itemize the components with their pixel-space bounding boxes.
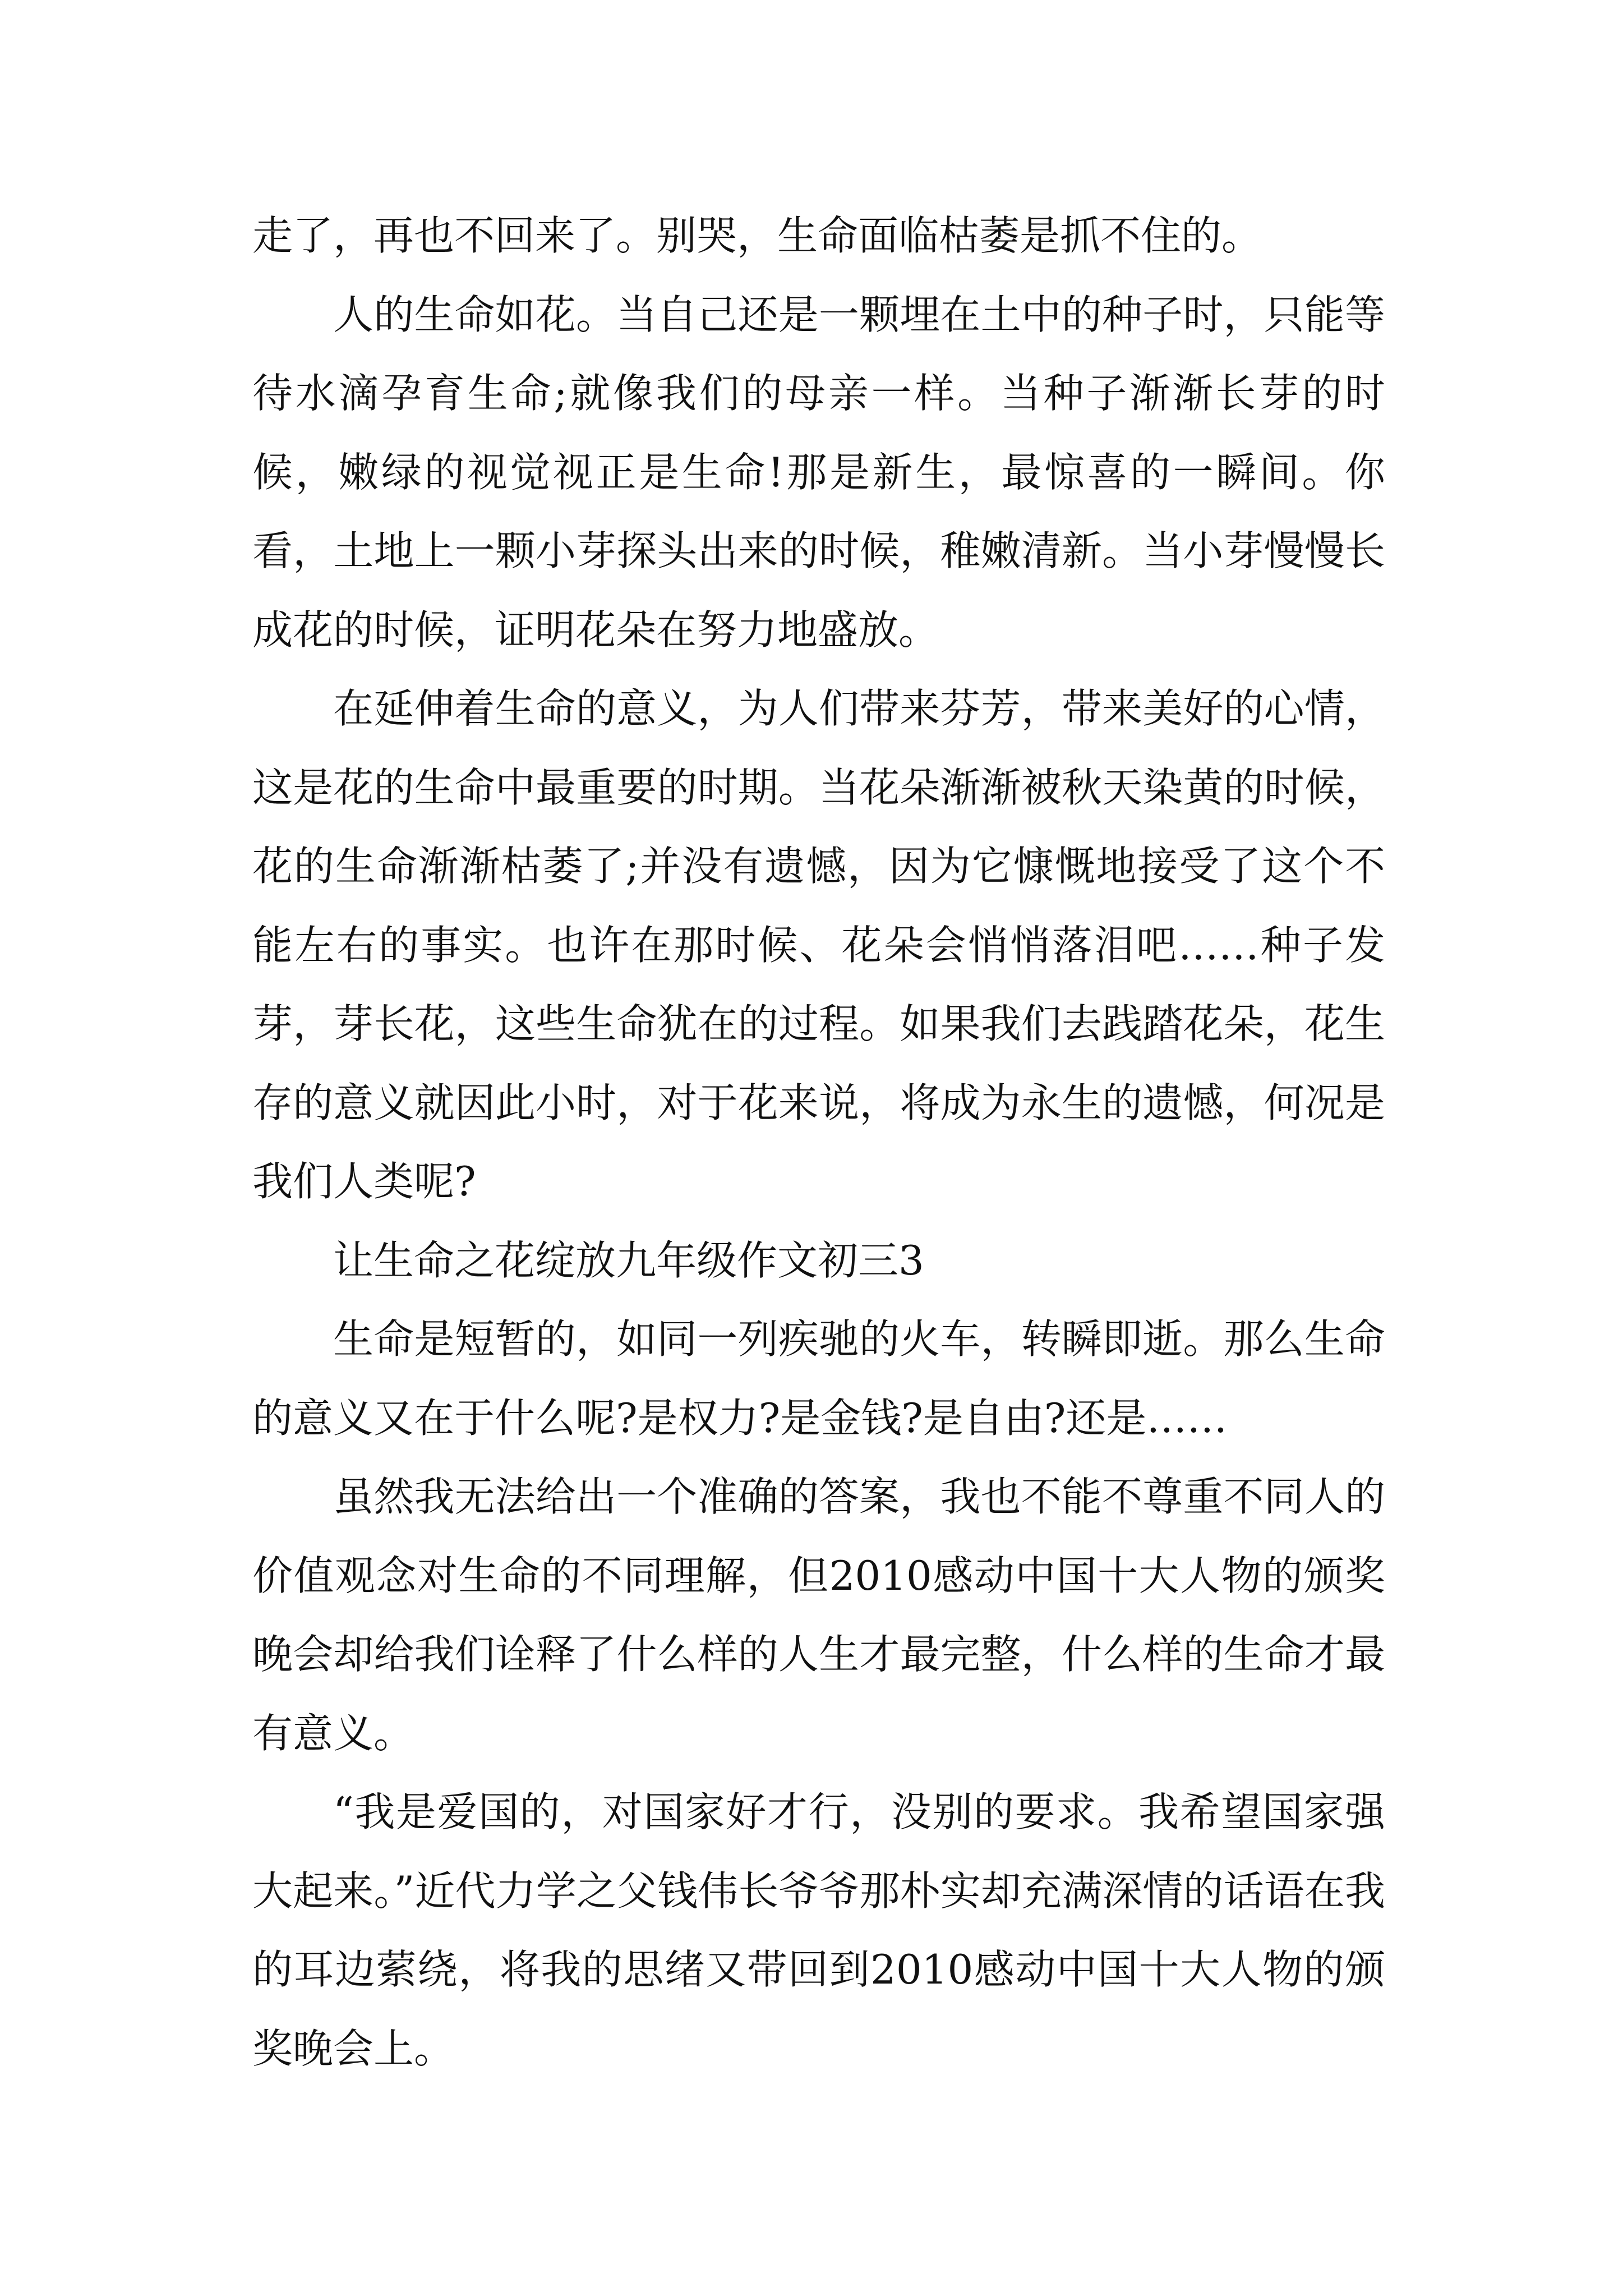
paragraph-meaning-of-life: 在延伸着生命的意义，为人们带来芬芳，带来美好的心情，这是花的生命中最重要的时期。当花朵渐渐被秋天染黄的时候，花的生命渐渐枯萎了;并没有遗憾，因为它慷慨地接受了这个不能左右的事实。也许在那时候、花朵会悄悄落泪吧……种子发芽，芽长花，这些生命犹在的过程。如果我们去践踏花朵，花生存的意义就因此小时，对于花来说，将成为永生的遗憾，何况是我们人类呢?: [252, 685, 1385, 1205]
paragraph-2010-ceremony: 虽然我无法给出一个准确的答案，我也不能不尊重不同人的价值观念对生命的不同理解，但2010感动中国十大人物的颁奖晚会却给我们诠释了什么样的人生才最完整，什么样的生命才最有意义。: [252, 1473, 1385, 1757]
paragraph-qian-quote: “我是爱国的，对国家好才行，没别的要求。我希望国家强大起来。”近代力学之父钱伟长爷爷那朴实却充满深情的话语在我的耳边萦绕，将我的思绪又带回到2010感动中国十大人物的颁奖晚会上。: [252, 1788, 1385, 2072]
paragraph-continuation: 走了，再也不回来了。别哭，生命面临枯萎是抓不住的。: [252, 212, 1262, 259]
paragraph-life-like-flower: 人的生命如花。当自己还是一颗埋在土中的种子时，只能等待水滴孕育生命;就像我们的母亲一样。当种子渐渐长芽的时候，嫩绿的视觉视正是生命!那是新生，最惊喜的一瞬间。你看，土地上一颗小芽探头出来的时候，稚嫩清新。当小芽慢慢长成花的时候，证明花朵在努力地盛放。: [252, 291, 1385, 654]
paragraph-life-is-short: 生命是短暂的，如同一列疾驰的火车，转瞬即逝。那么生命的意义又在于什么呢?是权力?是金钱?是自由?还是……: [252, 1315, 1385, 1442]
section-heading: 让生命之花绽放九年级作文初三3: [333, 1236, 924, 1284]
document-body: [252, 196, 1385, 2088]
